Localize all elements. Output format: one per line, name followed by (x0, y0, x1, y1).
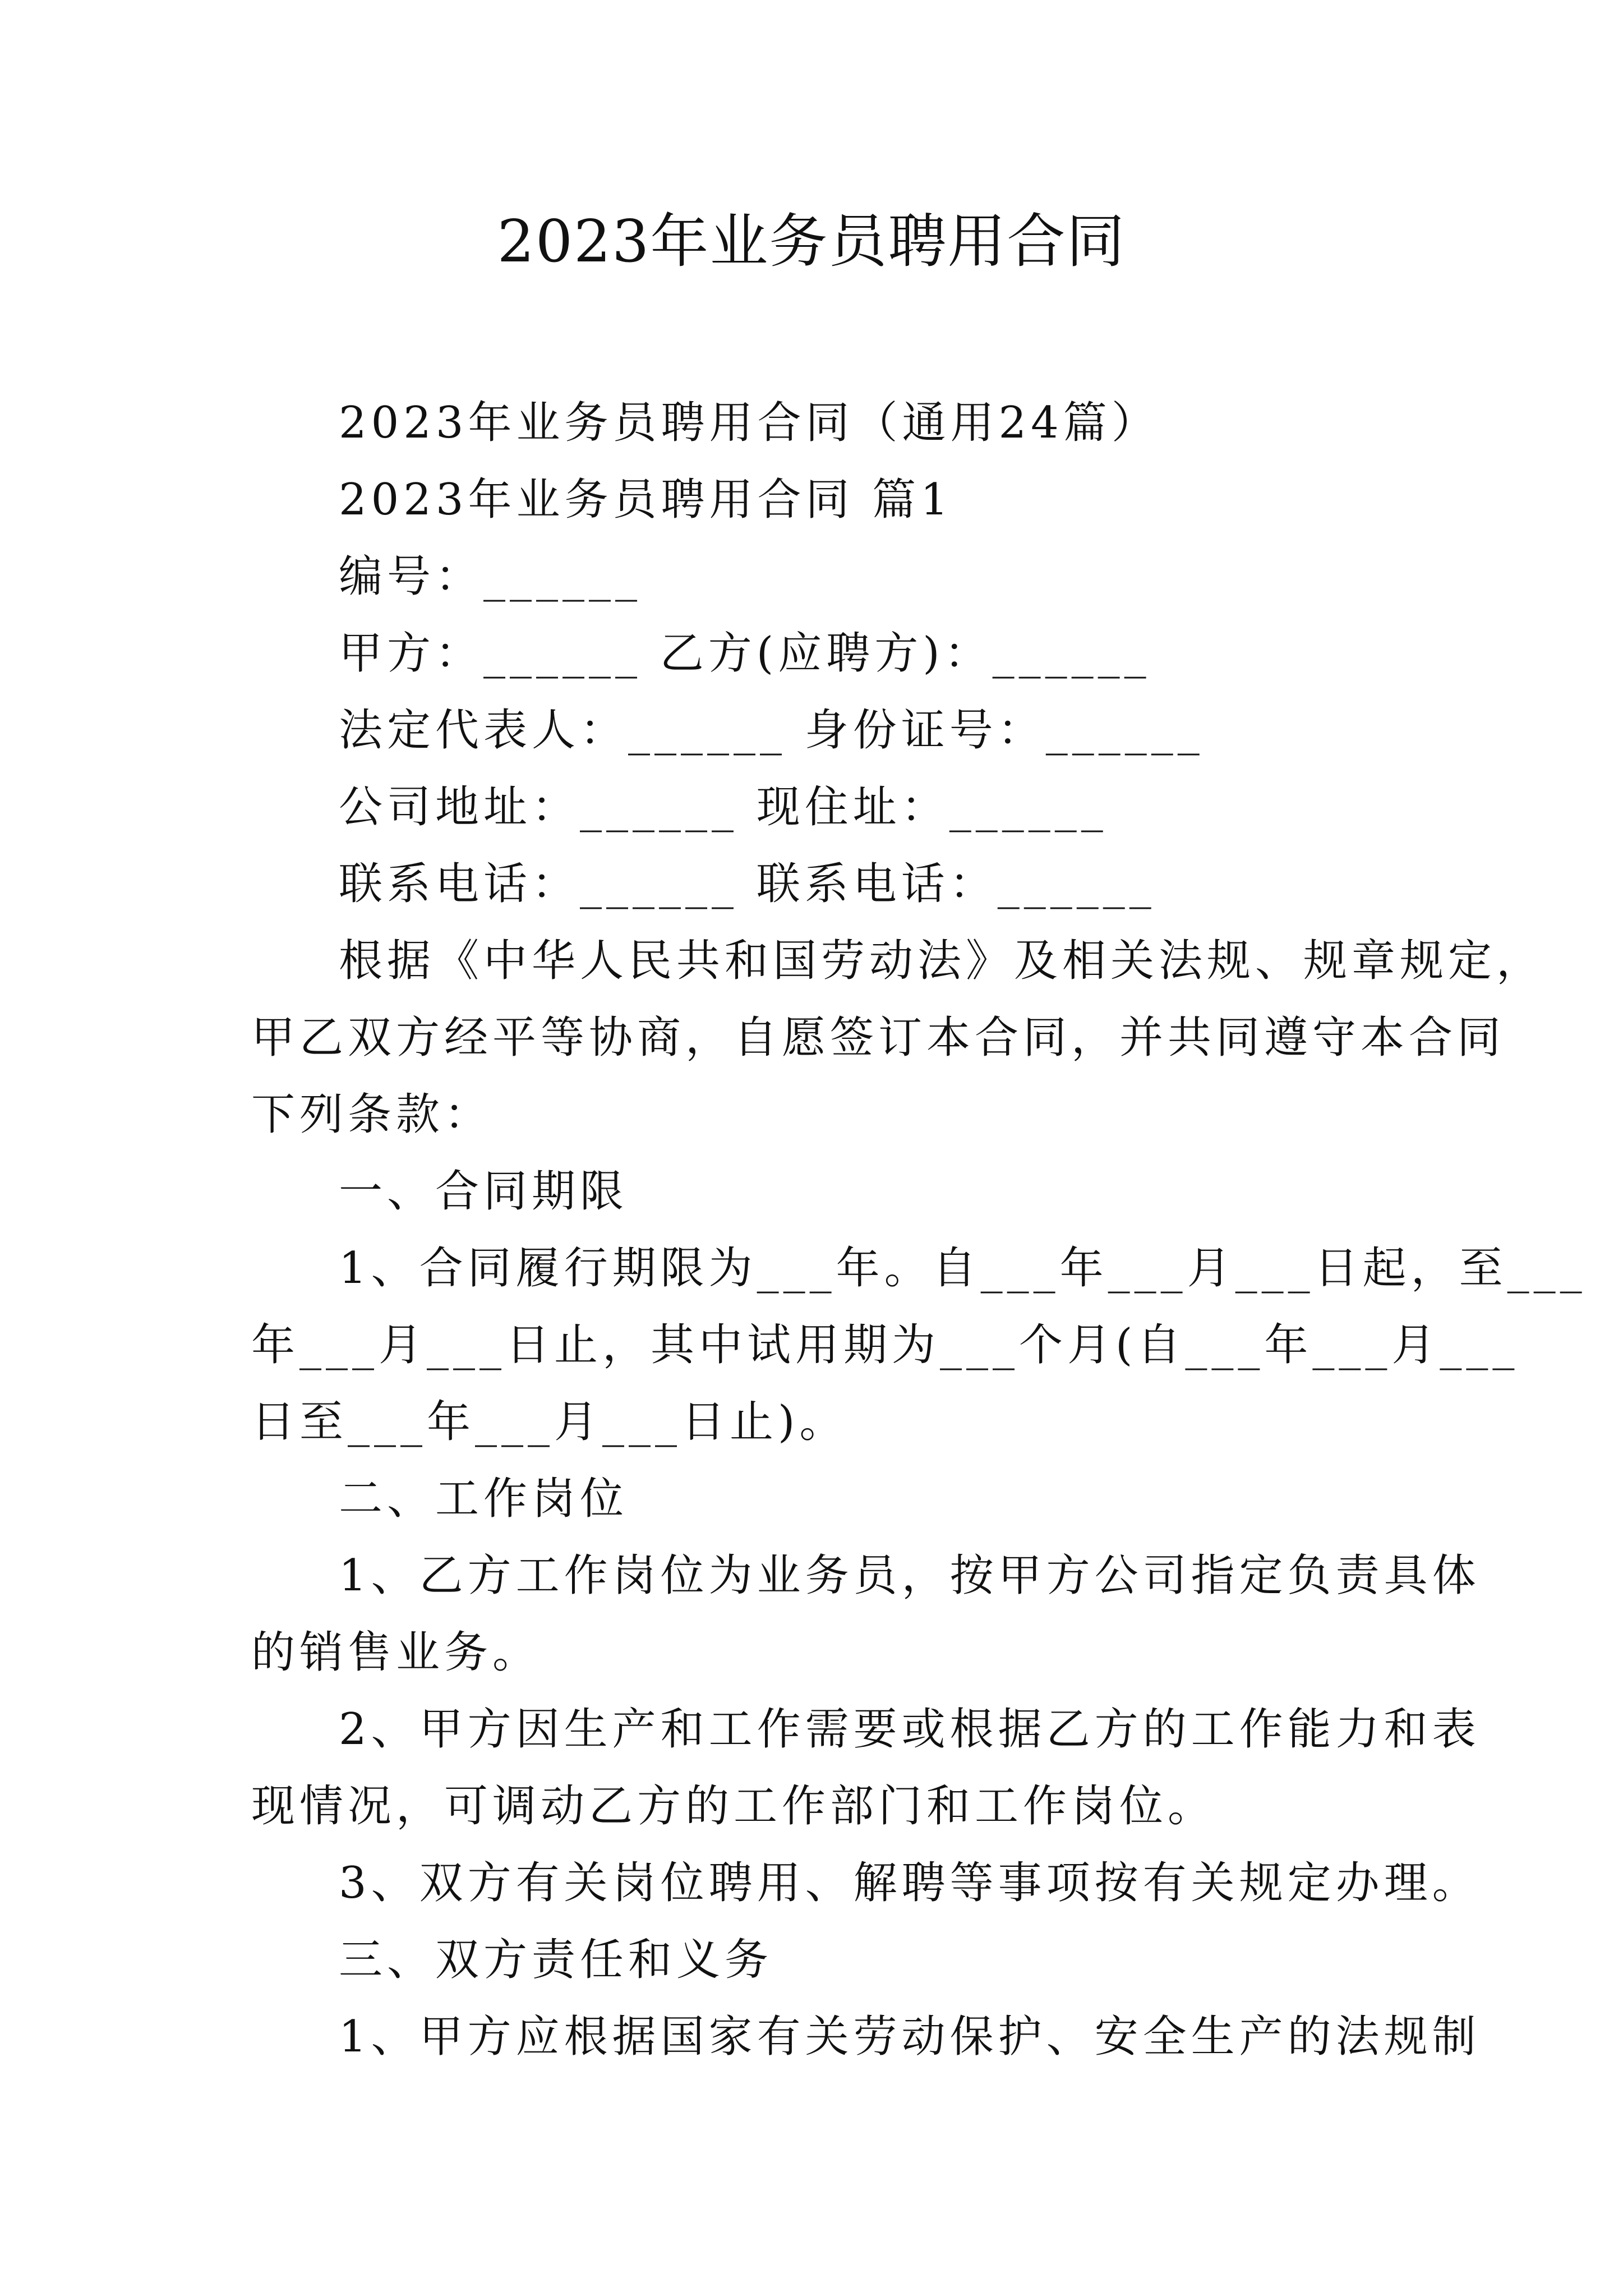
paragraph-line: 2、甲方因生产和工作需要或根据乙方的工作能力和表 (339, 1704, 1481, 1755)
subtitle-line: 2023年业务员聘用合同（通用24篇） (339, 398, 1160, 448)
document-title: 2023年业务员聘用合同 (497, 207, 1126, 275)
document-body (251, 385, 1587, 2076)
legal-rep-id-field: 法定代表人：______ 身份证号：______ (339, 705, 1204, 756)
clause-heading: 二、工作岗位 (339, 1474, 629, 1524)
paragraph-line: 的销售业务。 (251, 1627, 541, 1678)
paragraph-line: 3、双方有关岗位聘用、解聘等事项按有关规定办理。 (339, 1858, 1481, 1908)
address-field: 公司地址：______ 现住址：______ (339, 782, 1108, 832)
paragraph-line: 下列条款： (251, 1089, 493, 1140)
contract-number-field: 编号：______ (339, 551, 642, 602)
paragraph-line: 1、甲方应根据国家有关劳动保护、安全生产的法规制 (339, 2012, 1481, 2062)
paragraph-line: 日至___年___月___日止)。 (251, 1397, 848, 1447)
section-heading: 2023年业务员聘用合同 篇1 (339, 475, 953, 525)
paragraph-line: 根据《中华人民共和国劳动法》及相关法规、规章规定， (339, 936, 1545, 986)
paragraph-line: 1、合同履行期限为___年。自___年___月___日起，至___ (339, 1243, 1587, 1294)
paragraph-line: 1、乙方工作岗位为业务员，按甲方公司指定负责具体 (339, 1550, 1481, 1601)
clause-heading: 三、双方责任和义务 (339, 1935, 773, 1985)
clause-heading: 一、合同期限 (339, 1166, 629, 1217)
paragraph-line: 现情况，可调动乙方的工作部门和工作岗位。 (251, 1781, 1216, 1832)
party-a-b-field: 甲方：______ 乙方(应聘方)：______ (339, 628, 1151, 679)
phone-field: 联系电话：______ 联系电话：______ (339, 859, 1156, 909)
paragraph-line: 年___月___日止，其中试用期为___个月(自___年___月___ (251, 1320, 1519, 1370)
paragraph-line: 甲乙双方经平等协商，自愿签订本合同，并共同遵守本合同 (251, 1013, 1506, 1063)
